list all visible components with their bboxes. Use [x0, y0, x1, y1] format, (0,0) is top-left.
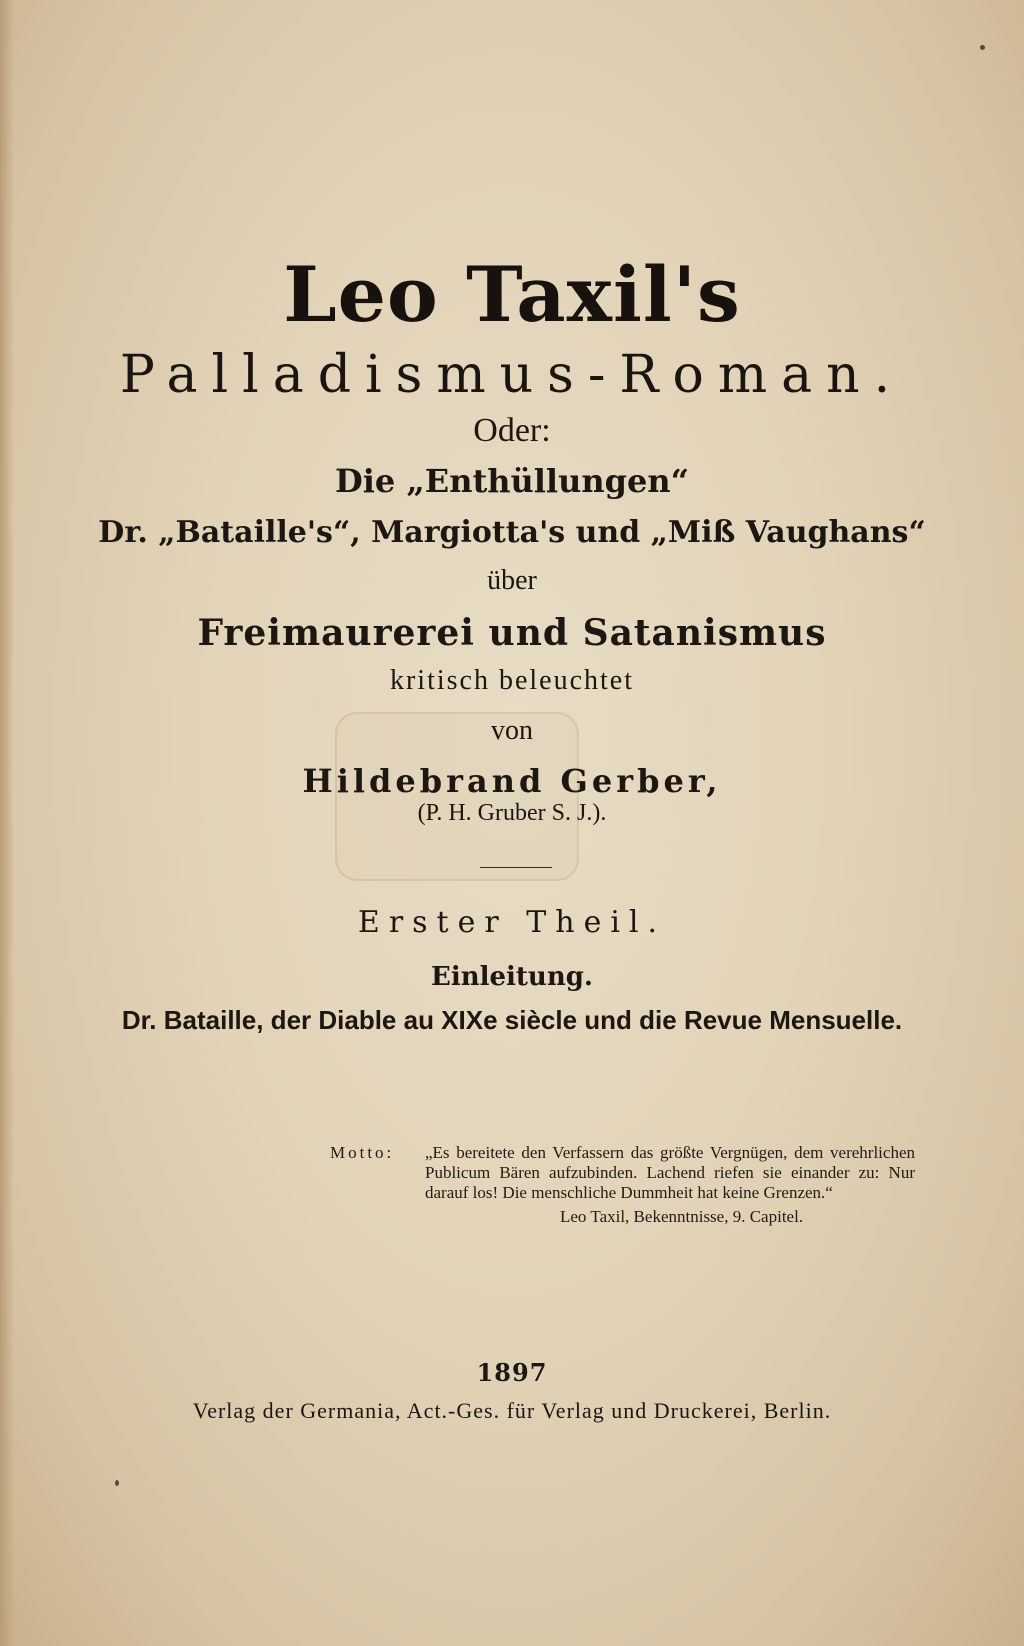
enthuellungen-line: Die „Enthüllungen“ [334, 462, 690, 500]
ueber-line: über [487, 565, 537, 596]
motto-source: Leo Taxil, Bekenntnisse, 9. Capitel. [560, 1207, 804, 1226]
motto-text: „Es bereitete den Verfassern das größte Vergnügen, dem verehrlichen Publicum Bären aufzubinden. Lachend riefen sie einander zu: Nur darauf los! Die menschliche Dummheit hat keine Grenzen.“ [425, 1143, 915, 1202]
author-pseudonym: (P. H. Gruber S. J.). [417, 800, 607, 826]
book-title: Leo Taxil's [283, 250, 741, 339]
motto-block [330, 1143, 930, 1227]
author-name: Hildebrand Gerber, [302, 762, 722, 800]
book-subtitle: Palladismus-Roman. [119, 345, 905, 405]
revelations-authors-line: Dr. „Bataille's“, Margiotta's und „Miß Vaughans“ [98, 515, 926, 550]
part-heading: Erster Theil. [357, 905, 667, 940]
oder-line: Oder: [473, 412, 551, 449]
publication-year: 1897 [476, 1358, 548, 1387]
von-line: von [491, 715, 533, 746]
einleitung-heading: Einleitung. [431, 962, 593, 992]
contents-line: Dr. Bataille, der Diable au XIXe siècle und die Revue Mensuelle. [121, 1005, 903, 1035]
topic-line: Freimaurerei und Satanismus [197, 612, 827, 654]
publisher-line: Verlag der Germania, Act.-Ges. für Verlag und Druckerei, Berlin. [192, 1398, 832, 1423]
motto-label: Motto: [330, 1143, 395, 1162]
kritisch-line: kritisch beleuchtet [389, 665, 635, 696]
ink-spot [115, 1480, 119, 1486]
separator-rule [480, 867, 552, 868]
ink-spot [980, 45, 985, 50]
